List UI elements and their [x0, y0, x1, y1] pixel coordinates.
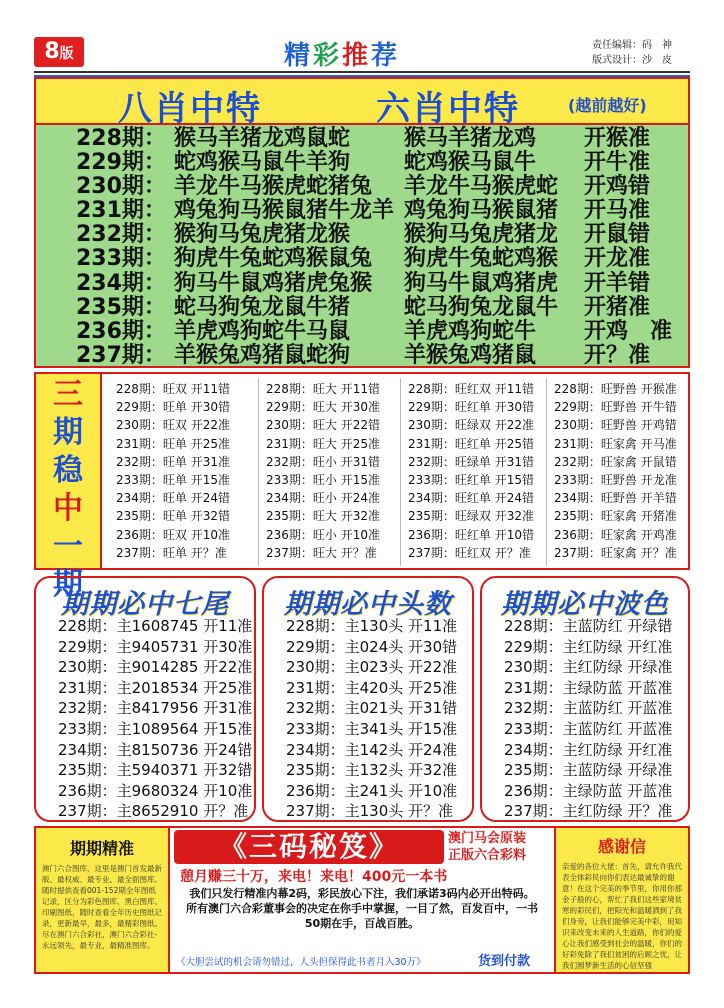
- period-row: 235期：旺大 开32准: [266, 509, 380, 524]
- period-label: 230期：: [76, 174, 166, 200]
- period-row: 228期：旺红双 开11错: [408, 382, 534, 396]
- label-char: 三: [53, 377, 83, 412]
- period-label: 232期：: [76, 222, 166, 248]
- period-label: 231期：: [76, 198, 166, 224]
- six-zodiac-pick: 蛇鸡猴马鼠牛: [404, 150, 537, 176]
- editor-line: 责任编辑：码 神: [592, 40, 672, 51]
- banner-tagline: (越前越好): [568, 96, 647, 115]
- panel-row: 233期：主蓝防红 开蓝准: [504, 719, 673, 738]
- panel-row: 237期：主130头 开？准: [286, 802, 454, 821]
- eight-zodiac-pick: 羊龙牛马猴虎蛇猪兔: [174, 174, 373, 200]
- panel-row: 233期：主1089564 开15准: [58, 719, 253, 738]
- head-number-panel: [262, 576, 474, 822]
- panel-row: 228期：主130头 开11准: [286, 617, 458, 635]
- panel-row: 236期：主9680324 开10准: [58, 781, 253, 800]
- period-row: 232期：旺小 开31错: [266, 454, 380, 469]
- period-row: 229期：旺红单 开30错: [408, 400, 534, 415]
- panel-row: 229期：主红防绿 开红准: [504, 637, 673, 656]
- advert-footer: [34, 826, 690, 974]
- zodiac-row: [36, 151, 688, 175]
- panel-title: 期期必中七尾: [61, 589, 229, 620]
- label-char: 中: [53, 491, 83, 526]
- zodiac-result: 开马准: [584, 198, 651, 224]
- eight-zodiac-pick: 猴马羊猪龙鸡鼠蛇: [174, 126, 351, 151]
- panel-row: 237期：主8652910 开？准: [58, 802, 249, 821]
- page-title: [284, 35, 400, 72]
- book-ad-side-line: 正版六合彩料: [448, 848, 527, 863]
- panel-rows: [482, 616, 688, 822]
- zodiac-row: [36, 320, 688, 344]
- six-zodiac-pick: 羊猴兔鸡猪鼠: [404, 342, 537, 368]
- period-row: 230期：旺大 开22错: [266, 418, 380, 433]
- period-row: 232期：旺家禽 开鼠错: [554, 454, 677, 469]
- book-ad-slogan: 憩月赚三十万，来电！来电！400元一本书: [180, 869, 448, 885]
- period-row: 228期：旺双 开11错: [116, 382, 230, 396]
- period-row: 236期：旺家禽 开鸡准: [554, 527, 677, 542]
- period-row: 236期：旺小 开10准: [266, 527, 380, 542]
- zodiac-row: [36, 344, 688, 368]
- six-zodiac-heading: 六肖中特: [376, 89, 520, 129]
- label-char: 稳: [53, 453, 83, 488]
- label-char: 一: [53, 529, 83, 564]
- panel-row: 229期：主9405731 开30准: [58, 637, 253, 656]
- zodiac-row: [36, 199, 688, 223]
- thank-you-title: 感谢信: [597, 837, 646, 856]
- period-row: 228期：旺大 开11错: [266, 382, 380, 396]
- book-ad-side: [448, 830, 526, 864]
- period-row: 235期：旺单 开32错: [116, 509, 230, 524]
- six-zodiac-pick: 狗虎牛兔蛇鸡猴: [404, 246, 559, 272]
- edition-badge: [34, 37, 84, 67]
- book-ad-note: 《大胆尝试的机会请勿错过，人头担保得此书者月入30万》: [176, 957, 426, 968]
- zodiac-row: [36, 296, 688, 320]
- panel-row: 230期：主9014285 开22准: [58, 658, 253, 677]
- eight-zodiac-pick: 蛇鸡猴马鼠牛羊狗: [174, 150, 351, 176]
- wild-domestic-column: [554, 380, 700, 562]
- panel-row: 230期：主红防绿 开绿准: [504, 658, 673, 677]
- period-row: 231期：旺家禽 开马准: [554, 436, 677, 451]
- period-row: 235期：旺绿双 开32准: [408, 509, 534, 524]
- color-odd-even-column: [408, 380, 554, 562]
- gallery-ad-title: 期期精准: [69, 839, 134, 858]
- eight-zodiac-pick: 蛇马狗兔龙鼠牛猪: [174, 294, 351, 320]
- zodiac-result: 开牛准: [584, 150, 651, 176]
- thank-you-body: 亲爱的各位大佬：首先，请允许我代表全体彩民向你们表达最诚挚的谢意！在这个完美的季节里，你用你那金子般的心，帮忙了我们这些家境贫寒的彩民们，把阳光和温暖洒到了我们身旁，让我们能够完美中彩，用知识来改变未来的人生道路，你们的爱心让我们感受到社会的温暖，你们的好彩免除了我们贫困的后顾之忧，让我们圆梦新生活的心信坚强: [562, 862, 682, 970]
- zodiac-result: 开猪准: [584, 294, 651, 320]
- six-zodiac-pick: 羊虎鸡狗蛇牛: [404, 318, 537, 344]
- zodiac-row: [36, 223, 688, 247]
- zodiac-result: 开鼠错: [584, 222, 651, 248]
- period-row: 237期：旺单 开？准: [116, 545, 227, 560]
- panel-row: 231期：主420头 开25准: [286, 678, 458, 697]
- page-header: [34, 33, 690, 73]
- gallery-ad: [36, 828, 170, 972]
- panel-row: 235期：主蓝防绿 开绿准: [504, 761, 673, 780]
- eight-zodiac-pick: 羊虎鸡狗蛇牛马鼠: [174, 318, 351, 344]
- period-row: 229期：旺野兽 开牛错: [554, 400, 677, 415]
- zodiac-prediction-section: [34, 77, 690, 368]
- three-period-label: [36, 374, 102, 602]
- gallery-ad-body: 澳门六合图库，这里是澳门首发最新版、最权威、最专业、最全面图库。随时提供查看001-152期全年图纸记录，区分为彩色图库、黑白图库、印刷图纸，随时查看全年历史图纸记录，更新最早，最多，最精彩图纸。尽在澳门六合彩社，澳门六合彩社-永远领先，最专业，最精准图库。: [42, 864, 162, 950]
- zodiac-result: 开猴准: [584, 126, 651, 151]
- panel-row: 236期：主绿防蓝 开蓝准: [504, 781, 673, 800]
- panel-row: 232期：主8417956 开31准: [58, 699, 253, 718]
- zodiac-row: [36, 272, 688, 296]
- odd-even-column: [116, 380, 262, 562]
- period-row: 236期：旺红单 开10错: [408, 527, 534, 542]
- period-row: 228期：旺野兽 开猴准: [554, 382, 677, 396]
- title-char-1: 精: [284, 41, 314, 71]
- column-divider: [258, 378, 259, 566]
- book-ad-banner: 《三码秘笈》: [174, 830, 444, 864]
- period-row: 231期：旺单 开25准: [116, 436, 230, 451]
- zodiac-rows: [36, 127, 688, 368]
- book-ad: [172, 828, 552, 972]
- period-row: 230期：旺野兽 开鸡错: [554, 418, 677, 433]
- big-small-column: [266, 380, 412, 562]
- period-row: 229期：旺单 开30错: [116, 400, 230, 415]
- panel-row: 235期：主5940371 开32错: [58, 761, 253, 780]
- panel-row: 235期：主132头 开32准: [286, 761, 458, 780]
- edition-number: 8: [44, 39, 60, 64]
- zodiac-row: [36, 175, 688, 199]
- six-zodiac-pick: 狗马牛鼠鸡猪虎: [404, 270, 559, 296]
- period-row: 234期：旺红单 开24错: [408, 491, 534, 506]
- zodiac-row: [36, 247, 688, 271]
- eight-zodiac-heading: 八肖中特: [118, 89, 262, 129]
- panel-row: 231期：主绿防蓝 开蓝准: [504, 678, 673, 697]
- column-divider: [400, 378, 401, 566]
- period-row: 229期：旺大 开30准: [266, 400, 380, 415]
- panel-row: 229期：主024头 开30错: [286, 637, 458, 656]
- panel-row: 233期：主341头 开15准: [286, 719, 458, 738]
- period-row: 234期：旺单 开24错: [116, 491, 230, 506]
- panel-row: 231期：主2018534 开25准: [58, 678, 253, 697]
- period-label: 234期：: [76, 270, 166, 296]
- panel-rows: [36, 616, 254, 822]
- period-row: 231期：旺大 开25准: [266, 436, 380, 451]
- zodiac-result: 开？准: [584, 342, 651, 368]
- period-row: 232期：旺绿单 开31错: [408, 454, 534, 469]
- period-row: 237期：旺大 开？准: [266, 545, 377, 560]
- period-label: 236期：: [76, 318, 166, 344]
- period-label: 237期：: [76, 342, 166, 368]
- panel-row: 234期：主8150736 开24错: [58, 740, 253, 759]
- six-zodiac-pick: 鸡兔狗马猴鼠猪: [404, 198, 559, 224]
- panel-title: 期期必中波色: [501, 589, 669, 620]
- period-row: 234期：旺野兽 开羊错: [554, 491, 677, 506]
- period-label: 229期：: [76, 150, 166, 176]
- period-row: 231期：旺红单 开25错: [408, 436, 534, 451]
- six-zodiac-pick: 蛇马狗兔龙鼠牛: [404, 294, 559, 320]
- period-row: 233期：旺野兽 开龙准: [554, 473, 677, 488]
- period-row: 233期：旺小 开15准: [266, 473, 380, 488]
- zodiac-result: 开鸡 准: [584, 318, 673, 344]
- title-char-3: 推: [342, 41, 372, 71]
- cash-on-delivery-label: 货到付款: [478, 954, 531, 969]
- period-row: 237期：旺家禽 开？准: [554, 545, 677, 560]
- edition-suffix: 版: [59, 46, 74, 62]
- panel-title: 期期必中头数: [284, 589, 452, 620]
- six-zodiac-pick: 猴狗马兔虎猪龙: [404, 222, 559, 248]
- period-row: 232期：旺单 开31准: [116, 454, 230, 469]
- panel-row: 236期：主241头 开10准: [286, 781, 458, 800]
- wave-color-panel: [480, 576, 690, 822]
- six-zodiac-pick: 猴马羊猪龙鸡: [404, 126, 537, 151]
- designer-line: 版式设计：沙 皮: [592, 55, 672, 66]
- title-char-2: 彩: [313, 41, 343, 71]
- period-row: 235期：旺家禽 开猪准: [554, 509, 677, 524]
- label-char: 期: [53, 567, 83, 602]
- eight-zodiac-pick: 狗马牛鼠鸡猪虎兔猴: [174, 270, 373, 296]
- zodiac-result: 开龙准: [584, 246, 651, 272]
- editor-credits: [592, 38, 672, 68]
- panel-row: 228期：主蓝防红 开绿错: [504, 617, 673, 635]
- panel-row: 234期：主红防绿 开红准: [504, 740, 673, 759]
- period-row: 233期：旺红单 开15错: [408, 473, 534, 488]
- period-row: 233期：旺单 开15准: [116, 473, 230, 488]
- period-row: 230期：旺绿双 开22准: [408, 418, 534, 433]
- panel-row: 237期：主红防绿 开？准: [504, 802, 673, 821]
- zodiac-result: 开羊错: [584, 270, 651, 296]
- period-row: 236期：旺双 开10准: [116, 527, 230, 542]
- label-char: 期: [53, 415, 83, 450]
- panel-row: 228期：主1608745 开11准: [58, 617, 253, 635]
- book-ad-body: 我们只发行精准内幕2码，彩民放心下注，我们承诺3码内必开出特码。所有澳门六合彩董事会的决定在你手中掌握，一目了然，百发百中，一书50期在手，百战百胜。: [186, 887, 538, 930]
- eight-zodiac-pick: 羊猴兔鸡猪鼠蛇狗: [174, 342, 351, 368]
- column-divider: [546, 378, 547, 566]
- panel-row: 232期：主021头 开31错: [286, 699, 458, 718]
- book-ad-side-line: 澳门马会原装: [448, 831, 527, 846]
- eight-zodiac-pick: 猴狗马兔虎猪龙猴: [174, 222, 351, 248]
- period-label: 228期：: [76, 126, 166, 151]
- period-row: 237期：旺红双 开？准: [408, 545, 531, 560]
- thank-you-letter: [554, 828, 688, 972]
- seven-tail-panel: [34, 576, 256, 822]
- zodiac-result: 开鸡错: [584, 174, 651, 200]
- panel-row: 234期：主142头 开24准: [286, 740, 458, 759]
- eight-zodiac-pick: 狗虎牛兔蛇鸡猴鼠兔: [174, 246, 373, 272]
- period-label: 233期：: [76, 246, 166, 272]
- panel-row: 232期：主蓝防红 开蓝准: [504, 699, 673, 718]
- period-row: 234期：旺小 开24准: [266, 491, 380, 506]
- panel-rows: [264, 616, 472, 822]
- zodiac-row: [36, 127, 688, 151]
- panel-row: 230期：主023头 开22准: [286, 658, 458, 677]
- zodiac-banner: [36, 79, 688, 129]
- period-label: 235期：: [76, 294, 166, 320]
- period-row: 230期：旺双 开22准: [116, 418, 230, 433]
- eight-zodiac-pick: 鸡兔狗马猴鼠猪牛龙羊: [174, 198, 395, 224]
- six-zodiac-pick: 羊龙牛马猴虎蛇: [404, 174, 559, 200]
- three-period-section: [34, 372, 690, 602]
- title-char-4: 荐: [371, 41, 401, 71]
